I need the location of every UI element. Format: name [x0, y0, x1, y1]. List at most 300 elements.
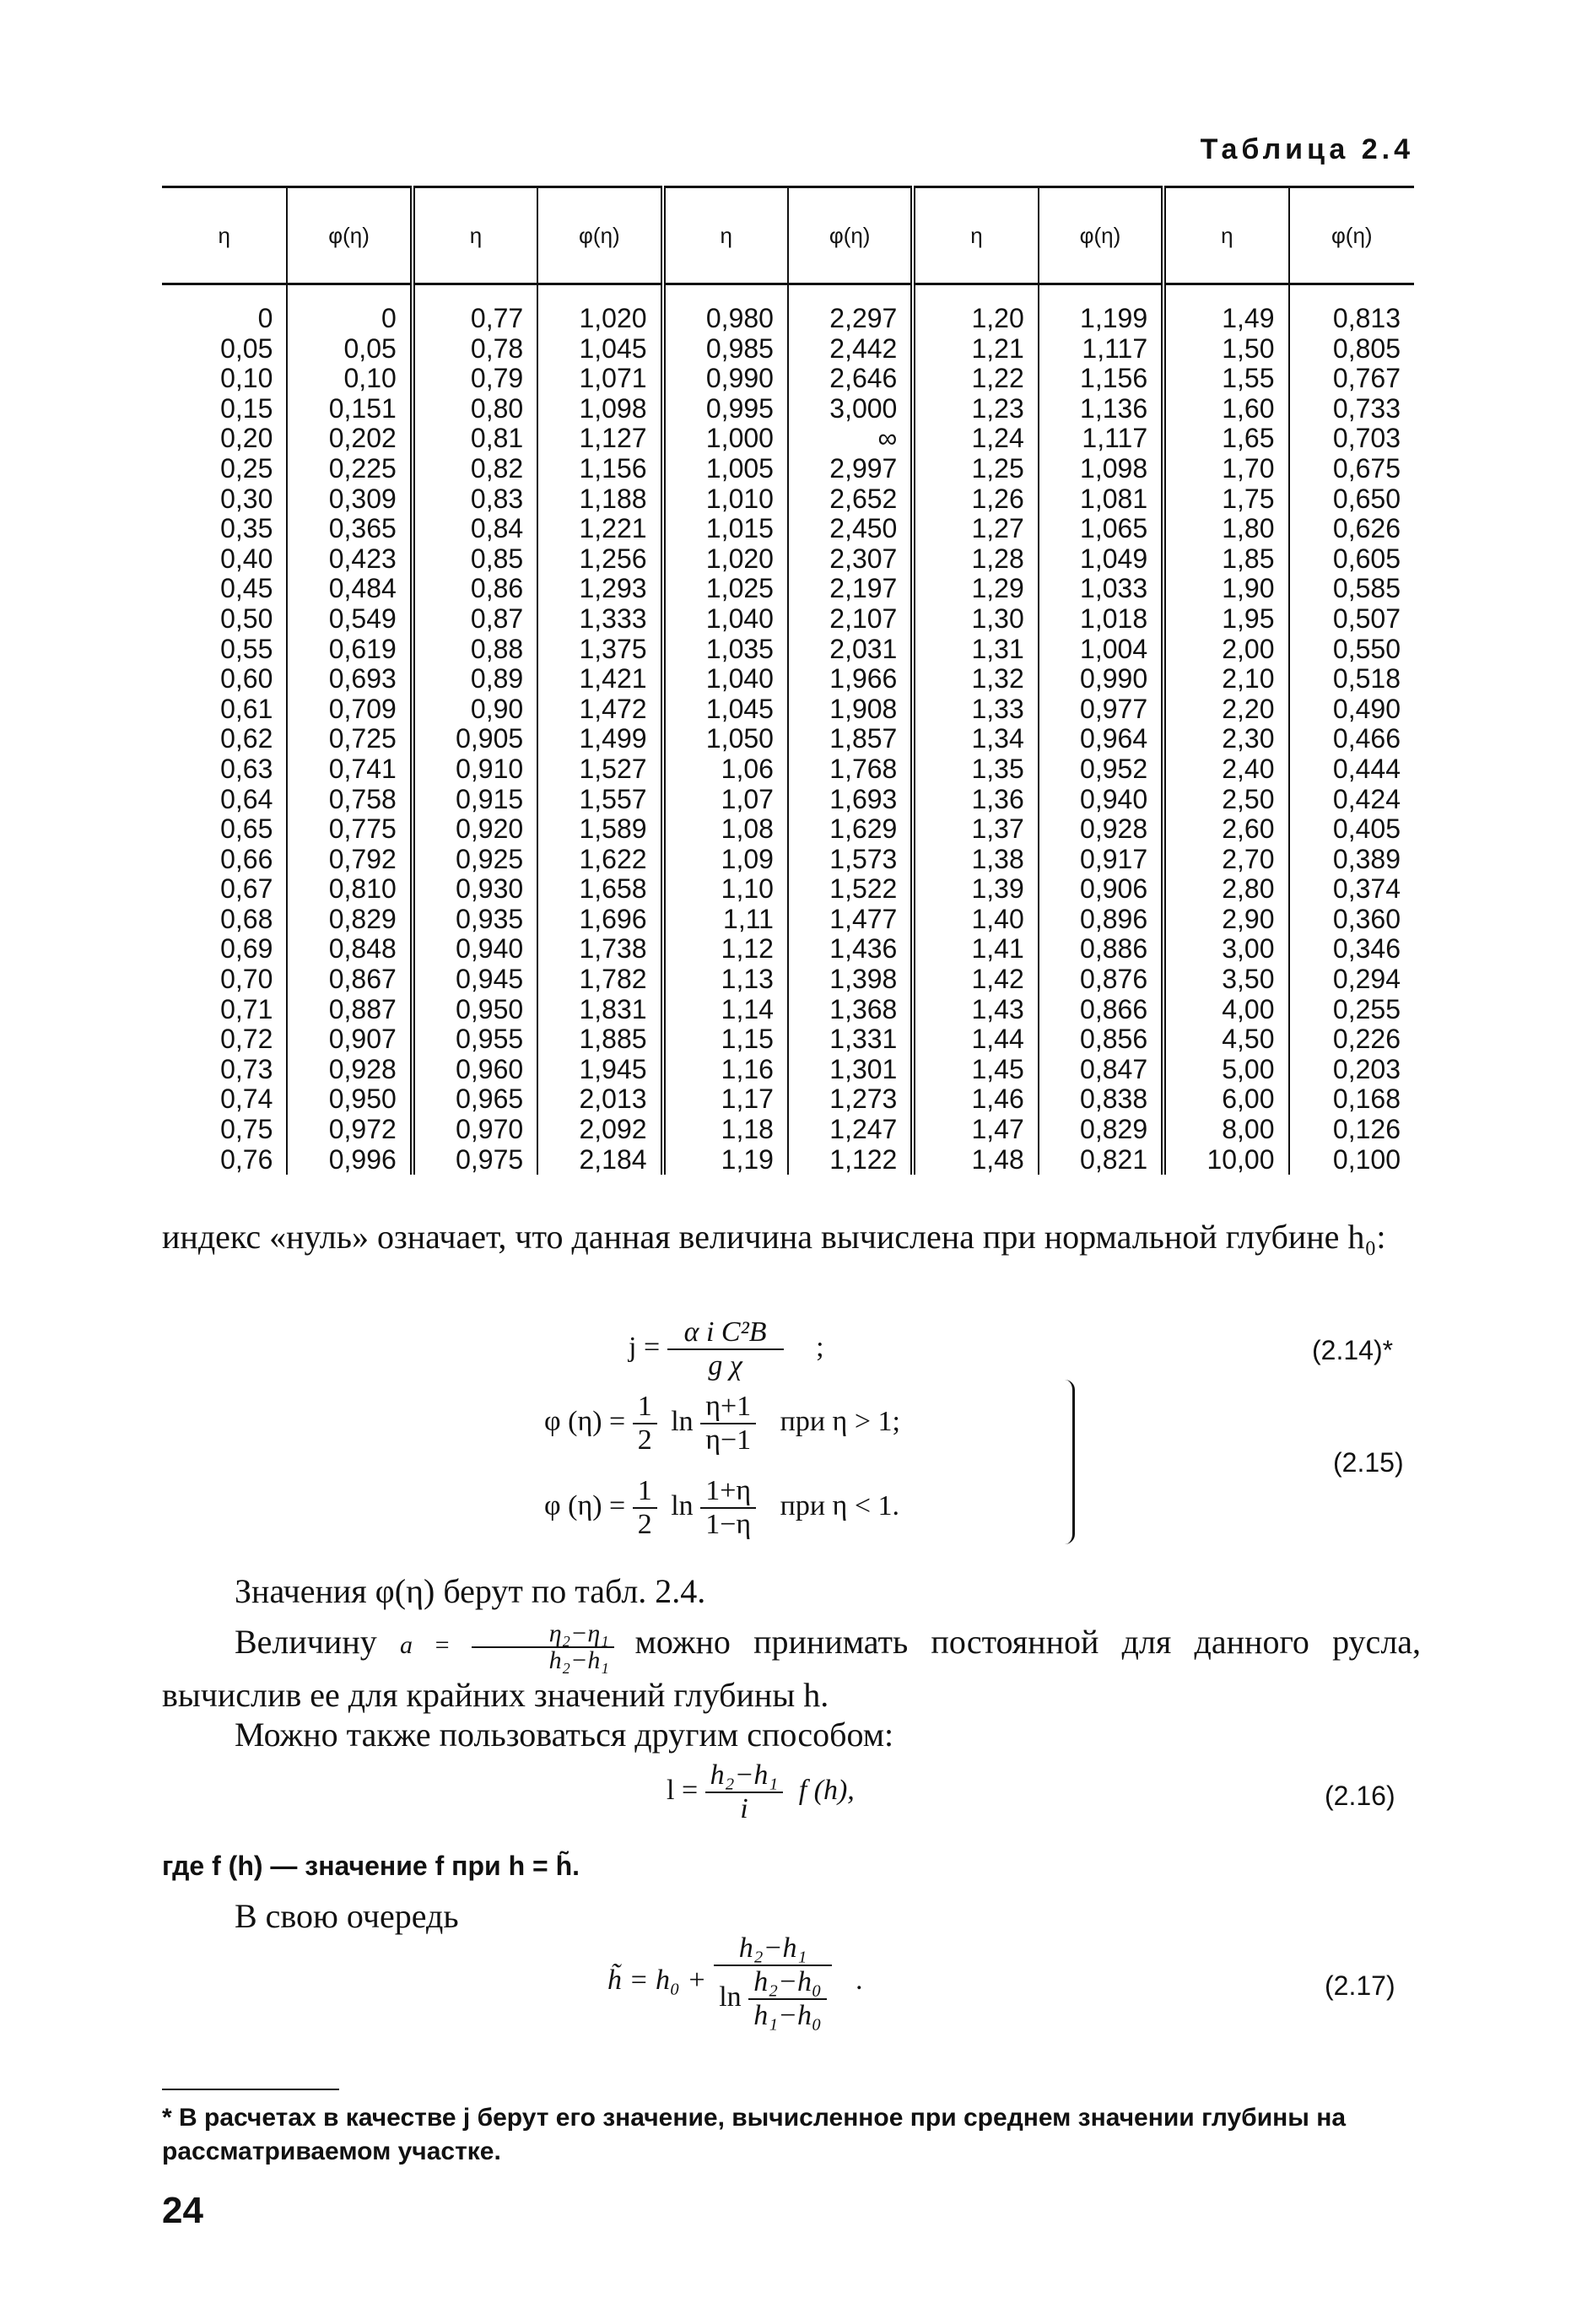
- eta-cell: 0,78: [413, 334, 537, 365]
- eta-cell: 1,43: [913, 995, 1038, 1025]
- column-header: η: [663, 187, 788, 284]
- phi-cell: 1,033: [1039, 574, 1163, 604]
- phi-cell: 1,421: [537, 664, 662, 694]
- system-brace: [1059, 1380, 1075, 1544]
- phi-cell: 1,020: [537, 284, 662, 334]
- formula-2-14: [629, 1316, 824, 1382]
- phi-cell: 0,126: [1289, 1115, 1414, 1145]
- eta-cell: 0,90: [413, 694, 537, 725]
- eta-cell: 1,34: [913, 724, 1038, 754]
- table-row: [162, 934, 1414, 965]
- formula-2-17: [607, 1932, 863, 2032]
- eta-cell: 2,40: [1163, 754, 1288, 785]
- phi-cell: 0,775: [287, 814, 412, 845]
- phi-cell: 2,646: [788, 364, 913, 394]
- table-row: [162, 694, 1414, 725]
- phi-cell: 0,972: [287, 1115, 412, 1145]
- eta-cell: 1,50: [1163, 334, 1288, 365]
- phi-cell: 1,368: [788, 995, 913, 1025]
- eta-cell: 1,24: [913, 424, 1038, 454]
- phi-cell: 2,031: [788, 635, 913, 665]
- phi-cell: 0,374: [1289, 874, 1414, 905]
- eta-cell: 0,65: [220, 813, 273, 845]
- phi-cell: 1,477: [788, 905, 913, 935]
- phi-cell: 0,650: [1289, 484, 1414, 515]
- phi-cell: 0,444: [1289, 754, 1414, 785]
- eta-cell: 2,20: [1163, 694, 1288, 725]
- eta-cell: 1,040: [663, 664, 788, 694]
- eta-cell: 0,55: [220, 633, 273, 664]
- phi-cell: 0,346: [1289, 934, 1414, 965]
- table-row: [162, 424, 1414, 454]
- phi-cell: 0,977: [1039, 694, 1163, 725]
- phi-cell: 0,466: [1289, 724, 1414, 754]
- phi-cell: 1,049: [1039, 544, 1163, 575]
- phi-cell: 0,867: [287, 965, 412, 995]
- phi-cell: 1,885: [537, 1024, 662, 1055]
- equation-number: (2.14)*: [1312, 1335, 1394, 1365]
- phi-cell: 0,490: [1289, 694, 1414, 725]
- eta-cell: 0,35: [220, 513, 273, 544]
- table-row: [162, 1084, 1414, 1115]
- eta-cell: 10,00: [1163, 1145, 1288, 1176]
- eta-cell: 1,70: [1163, 454, 1288, 484]
- eta-cell: 2,30: [1163, 724, 1288, 754]
- phi-cell: 1,117: [1039, 424, 1163, 454]
- paragraph-alpha: [162, 1620, 1421, 1717]
- eta-cell: 1,045: [663, 694, 788, 725]
- phi-cell: 0,990: [1039, 664, 1163, 694]
- eta-cell: 1,025: [663, 574, 788, 604]
- eta-cell: 0,70: [220, 964, 273, 995]
- phi-cell: 0,294: [1289, 965, 1414, 995]
- eta-cell: 1,80: [1163, 514, 1288, 544]
- phi-cell: 1,768: [788, 754, 913, 785]
- eta-cell: 1,040: [663, 604, 788, 635]
- phi-cell: 0,693: [287, 664, 412, 694]
- phi-cell: 0,585: [1289, 574, 1414, 604]
- phi-cell: 2,450: [788, 514, 913, 544]
- eta-cell: 0: [257, 303, 273, 333]
- fraction: [633, 1475, 657, 1541]
- fraction: [714, 1932, 833, 2032]
- phi-cell: 0,365: [287, 514, 412, 544]
- eta-cell: 0,05: [220, 332, 273, 364]
- phi-cell: 1,398: [788, 965, 913, 995]
- phi-cell: 0,703: [1289, 424, 1414, 454]
- eta-cell: 0,66: [220, 843, 273, 874]
- eta-cell: 1,39: [913, 874, 1038, 905]
- equation-number: (2.16): [1325, 1781, 1395, 1811]
- phi-cell: 0,405: [1289, 814, 1414, 845]
- table-header-row: [162, 187, 1414, 284]
- phi-cell: 1,557: [537, 785, 662, 815]
- phi-cell: 1,436: [788, 934, 913, 965]
- eta-cell: 4,00: [1163, 995, 1288, 1025]
- eta-cell: 1,22: [913, 364, 1038, 394]
- phi-cell: 0,226: [1289, 1024, 1414, 1055]
- eta-cell: 1,010: [663, 484, 788, 515]
- table-row: [162, 284, 1414, 334]
- formula-2-16: [667, 1759, 855, 1825]
- eta-cell: 1,46: [913, 1084, 1038, 1115]
- table-row: [162, 544, 1414, 575]
- eta-cell: 0,82: [413, 454, 537, 484]
- phi-cell: 0,758: [287, 785, 412, 815]
- eta-cell: 0,45: [220, 573, 273, 604]
- eta-cell: 0,71: [220, 993, 273, 1024]
- column-header: η: [413, 187, 537, 284]
- eta-cell: 0,970: [413, 1115, 537, 1145]
- fraction: [705, 1759, 784, 1825]
- eta-cell: 1,55: [1163, 364, 1288, 394]
- eta-cell: 1,60: [1163, 394, 1288, 424]
- ln-operator: ln: [671, 1405, 694, 1437]
- eta-cell: 0,920: [413, 814, 537, 845]
- eta-cell: 0,940: [413, 934, 537, 965]
- eta-cell: 4,50: [1163, 1024, 1288, 1055]
- eta-cell: 1,38: [913, 845, 1038, 875]
- eta-cell: 0,83: [413, 484, 537, 515]
- fraction-denominator: i: [740, 1793, 748, 1824]
- phi-cell: 0,767: [1289, 364, 1414, 394]
- fraction-denominator: 2: [637, 1509, 652, 1540]
- fraction: [748, 1966, 827, 2032]
- phi-cell: 1,199: [1039, 284, 1163, 334]
- fraction-numerator: h₂−h₁: [705, 1759, 784, 1793]
- paragraph-in-turn: В свою очередь: [235, 1897, 459, 1935]
- phi-cell: 0,507: [1289, 604, 1414, 635]
- table-body: [162, 284, 1414, 1176]
- phi-cell: 1,331: [788, 1024, 913, 1055]
- eta-cell: 0,73: [220, 1053, 273, 1084]
- phi-cell: 1,127: [537, 424, 662, 454]
- eta-cell: 1,32: [913, 664, 1038, 694]
- fraction-denominator: h₁−h₀: [753, 2000, 822, 2031]
- eta-cell: 0,25: [220, 452, 273, 484]
- page-number: 24: [162, 2190, 203, 2231]
- phi-cell: 1,857: [788, 724, 913, 754]
- phi-cell: 1,945: [537, 1055, 662, 1085]
- eta-cell: 1,035: [663, 635, 788, 665]
- formula-tail: f (h),: [798, 1774, 855, 1806]
- footnote: * В расчетах в качестве j берут его значение, вычисленное при среднем значении глубины на рассматриваемом участке.: [162, 2104, 1347, 2165]
- eta-cell: 2,70: [1163, 845, 1288, 875]
- fraction: [667, 1316, 784, 1382]
- eta-cell: 0,85: [413, 544, 537, 575]
- phi-cell: 1,629: [788, 814, 913, 845]
- eta-cell: 1,85: [1163, 544, 1288, 575]
- table-row: [162, 484, 1414, 515]
- eta-cell: 0,10: [220, 363, 273, 394]
- eta-cell: 0,905: [413, 724, 537, 754]
- eta-cell: 1,37: [913, 814, 1038, 845]
- eta-cell: 1,29: [913, 574, 1038, 604]
- phi-cell: 1,831: [537, 995, 662, 1025]
- phi-cell: 0,887: [287, 995, 412, 1025]
- eta-cell: 1,26: [913, 484, 1038, 515]
- column-header: φ(η): [537, 187, 662, 284]
- eta-cell: 1,48: [913, 1145, 1038, 1176]
- phi-cell: 1,156: [1039, 364, 1163, 394]
- phi-cell: 0,848: [287, 934, 412, 965]
- table-row: [162, 845, 1414, 875]
- table-row: [162, 754, 1414, 785]
- fraction-numerator: 1: [633, 1475, 657, 1509]
- eta-cell: 0,975: [413, 1145, 537, 1176]
- fraction-numerator: η+1: [700, 1391, 756, 1424]
- phi-cell: 0,829: [1039, 1115, 1163, 1145]
- phi-cell: 0,829: [287, 905, 412, 935]
- eta-cell: 1,08: [663, 814, 788, 845]
- eta-cell: 1,09: [663, 845, 788, 875]
- eta-cell: 1,90: [1163, 574, 1288, 604]
- eta-cell: 1,12: [663, 934, 788, 965]
- phi-cell: 0,549: [287, 604, 412, 635]
- eta-cell: 0,67: [220, 873, 273, 905]
- eta-cell: 1,21: [913, 334, 1038, 365]
- phi-cell: 0,605: [1289, 544, 1414, 575]
- column-header: η: [1163, 187, 1288, 284]
- eta-cell: 1,44: [913, 1024, 1038, 1055]
- eta-cell: 1,47: [913, 1115, 1038, 1145]
- eta-cell: 0,915: [413, 785, 537, 815]
- eta-cell: 0,20: [220, 423, 273, 454]
- eta-cell: 0,61: [220, 693, 273, 724]
- phi-cell: 0,928: [287, 1055, 412, 1085]
- eta-cell: 8,00: [1163, 1115, 1288, 1145]
- phi-cell: 0: [287, 284, 412, 334]
- column-header: φ(η): [287, 187, 412, 284]
- phi-cell: 2,442: [788, 334, 913, 365]
- phi-cell: 1,247: [788, 1115, 913, 1145]
- phi-cell: ∞: [788, 424, 913, 454]
- phi-cell: 1,045: [537, 334, 662, 365]
- phi-cell: 1,273: [788, 1084, 913, 1115]
- eta-cell: 0,81: [413, 424, 537, 454]
- eta-cell: 0,990: [663, 364, 788, 394]
- phi-cell: 1,071: [537, 364, 662, 394]
- phi-cell: 1,472: [537, 694, 662, 725]
- phi-cell: 0,360: [1289, 905, 1414, 935]
- phi-cell: 0,792: [287, 845, 412, 875]
- eta-cell: 0,63: [220, 753, 273, 784]
- formula-lhs: a =: [399, 1631, 451, 1659]
- phi-cell: 0,05: [287, 334, 412, 365]
- formula-lhs: φ (η) =: [544, 1405, 626, 1437]
- phi-cell: 1,622: [537, 845, 662, 875]
- eta-cell: 1,15: [663, 1024, 788, 1055]
- phi-cell: 0,168: [1289, 1084, 1414, 1115]
- eta-cell: 1,17: [663, 1084, 788, 1115]
- eta-cell: 1,015: [663, 514, 788, 544]
- phi-cell: 0,813: [1289, 284, 1414, 334]
- phi-cell: 2,013: [537, 1084, 662, 1115]
- phi-cell: 0,952: [1039, 754, 1163, 785]
- table-row: [162, 635, 1414, 665]
- phi-cell: 0,225: [287, 454, 412, 484]
- eta-cell: 0,935: [413, 905, 537, 935]
- formula-lhs: j =: [629, 1331, 661, 1363]
- footnote-divider: [162, 2089, 339, 2090]
- phi-cell: 1,018: [1039, 604, 1163, 635]
- eta-cell: 0,980: [663, 284, 788, 334]
- phi-cell: 2,297: [788, 284, 913, 334]
- phi-cell: 1,908: [788, 694, 913, 725]
- fraction-numerator: 1+η: [700, 1475, 756, 1509]
- eta-cell: 1,000: [663, 424, 788, 454]
- phi-cell: 0,847: [1039, 1055, 1163, 1085]
- phi-cell: 1,256: [537, 544, 662, 575]
- table-row: [162, 1024, 1414, 1055]
- column-header: φ(η): [1289, 187, 1414, 284]
- eta-cell: 1,07: [663, 785, 788, 815]
- table-row: [162, 334, 1414, 365]
- table-row: [162, 514, 1414, 544]
- text-fragment: Величину: [235, 1623, 377, 1661]
- phi-cell: 2,652: [788, 484, 913, 515]
- eta-cell: 6,00: [1163, 1084, 1288, 1115]
- eta-cell: 0,40: [220, 543, 273, 574]
- eta-cell: 0,88: [413, 635, 537, 665]
- fraction-numerator: 1: [633, 1391, 657, 1424]
- eta-cell: 1,13: [663, 965, 788, 995]
- formula-condition: при η < 1.: [780, 1489, 900, 1521]
- phi-cell: 0,484: [287, 574, 412, 604]
- phi-cell: 1,522: [788, 874, 913, 905]
- phi-cell: 0,896: [1039, 905, 1163, 935]
- phi-cell: 0,626: [1289, 514, 1414, 544]
- fraction-denominator: 2: [637, 1424, 652, 1456]
- eta-cell: 2,90: [1163, 905, 1288, 935]
- eta-cell: 1,28: [913, 544, 1038, 575]
- eta-cell: 1,005: [663, 454, 788, 484]
- eta-cell: 1,27: [913, 514, 1038, 544]
- eta-cell: 1,11: [663, 905, 788, 935]
- eta-cell: 1,45: [913, 1055, 1038, 1085]
- eta-cell: 1,050: [663, 724, 788, 754]
- phi-cell: 0,856: [1039, 1024, 1163, 1055]
- eta-cell: 1,40: [913, 905, 1038, 935]
- eta-cell: 1,36: [913, 785, 1038, 815]
- eta-cell: 1,75: [1163, 484, 1288, 515]
- phi-cell: 0,255: [1289, 995, 1414, 1025]
- data-table-container: [162, 186, 1414, 1175]
- formula-tail: ;: [816, 1331, 824, 1363]
- formula-2-15-a: [544, 1391, 900, 1457]
- phi-cell: 0,675: [1289, 454, 1414, 484]
- table-row: [162, 1145, 1414, 1176]
- eta-cell: 0,950: [413, 995, 537, 1025]
- phi-cell: 1,966: [788, 664, 913, 694]
- table-row: [162, 364, 1414, 394]
- eta-cell: 1,14: [663, 995, 788, 1025]
- table-row: [162, 874, 1414, 905]
- eta-cell: 0,72: [220, 1024, 273, 1055]
- eta-cell: 0,15: [220, 392, 273, 424]
- eta-cell: 3,00: [1163, 934, 1288, 965]
- eta-cell: 0,985: [663, 334, 788, 365]
- phi-cell: 0,619: [287, 635, 412, 665]
- eta-cell: 1,18: [663, 1115, 788, 1145]
- fraction-denominator: g χ: [708, 1350, 742, 1381]
- table-row: [162, 814, 1414, 845]
- formula-tail: .: [856, 1964, 864, 1996]
- phi-cell: 1,589: [537, 814, 662, 845]
- eta-cell: 0,86: [413, 574, 537, 604]
- phi-cell: 0,424: [1289, 785, 1414, 815]
- phi-cell: 1,333: [537, 604, 662, 635]
- phi-cell: 0,550: [1289, 635, 1414, 665]
- phi-cell: 2,997: [788, 454, 913, 484]
- table-row: [162, 995, 1414, 1025]
- phi-cell: 1,136: [1039, 394, 1163, 424]
- eta-cell: 1,30: [913, 604, 1038, 635]
- phi-cell: 1,527: [537, 754, 662, 785]
- phi-cell: 1,738: [537, 934, 662, 965]
- phi-cell: 1,221: [537, 514, 662, 544]
- phi-cell: 0,928: [1039, 814, 1163, 845]
- table-row: [162, 785, 1414, 815]
- eta-cell: 1,65: [1163, 424, 1288, 454]
- eta-cell: 0,87: [413, 604, 537, 635]
- phi-cell: 0,151: [287, 394, 412, 424]
- fraction-numerator: h₂−h₁: [714, 1932, 833, 1966]
- phi-cell: 1,098: [537, 394, 662, 424]
- phi-cell: 0,733: [1289, 394, 1414, 424]
- phi-eta-table: [162, 186, 1414, 1175]
- table-row: [162, 724, 1414, 754]
- eta-cell: 1,35: [913, 754, 1038, 785]
- fraction-denominator: η−1: [705, 1424, 752, 1456]
- phi-cell: 1,693: [788, 785, 913, 815]
- eta-cell: 0,68: [220, 903, 273, 934]
- phi-cell: 1,065: [1039, 514, 1163, 544]
- eta-cell: 0,930: [413, 874, 537, 905]
- eta-cell: 0,965: [413, 1084, 537, 1115]
- phi-cell: 0,203: [1289, 1055, 1414, 1085]
- phi-cell: 0,886: [1039, 934, 1163, 965]
- eta-cell: 0,945: [413, 965, 537, 995]
- phi-cell: 0,917: [1039, 845, 1163, 875]
- phi-cell: 0,906: [1039, 874, 1163, 905]
- text-fragment: можно принимать постоянной для данного русла, вычислив ее для крайних значений глубины h.: [162, 1623, 1422, 1715]
- eta-cell: 0,62: [220, 723, 273, 754]
- eta-cell: 1,42: [913, 965, 1038, 995]
- eta-cell: 2,60: [1163, 814, 1288, 845]
- phi-cell: 0,389: [1289, 845, 1414, 875]
- phi-cell: 1,375: [537, 635, 662, 665]
- formula-lhs: φ (η) =: [544, 1489, 626, 1521]
- eta-cell: 0,60: [220, 663, 273, 694]
- eta-cell: 0,955: [413, 1024, 537, 1055]
- phi-cell: 0,866: [1039, 995, 1163, 1025]
- fraction-numerator: η₂−η₁: [472, 1621, 614, 1648]
- phi-cell: 0,725: [287, 724, 412, 754]
- fraction: [700, 1475, 756, 1541]
- phi-cell: 0,950: [287, 1084, 412, 1115]
- eta-cell: 0,995: [663, 394, 788, 424]
- phi-cell: 2,092: [537, 1115, 662, 1145]
- formula-condition: при η > 1;: [780, 1405, 900, 1437]
- phi-cell: 0,709: [287, 694, 412, 725]
- eta-cell: 3,50: [1163, 965, 1288, 995]
- formula-lhs: h̃ = h₀ +: [607, 1964, 707, 1996]
- equation-number: (2.17): [1325, 1970, 1395, 2001]
- eta-cell: 0,69: [220, 933, 273, 965]
- phi-cell: 0,309: [287, 484, 412, 515]
- paragraph-phi-values: Значения φ(η) берут по табл. 2.4.: [235, 1572, 706, 1610]
